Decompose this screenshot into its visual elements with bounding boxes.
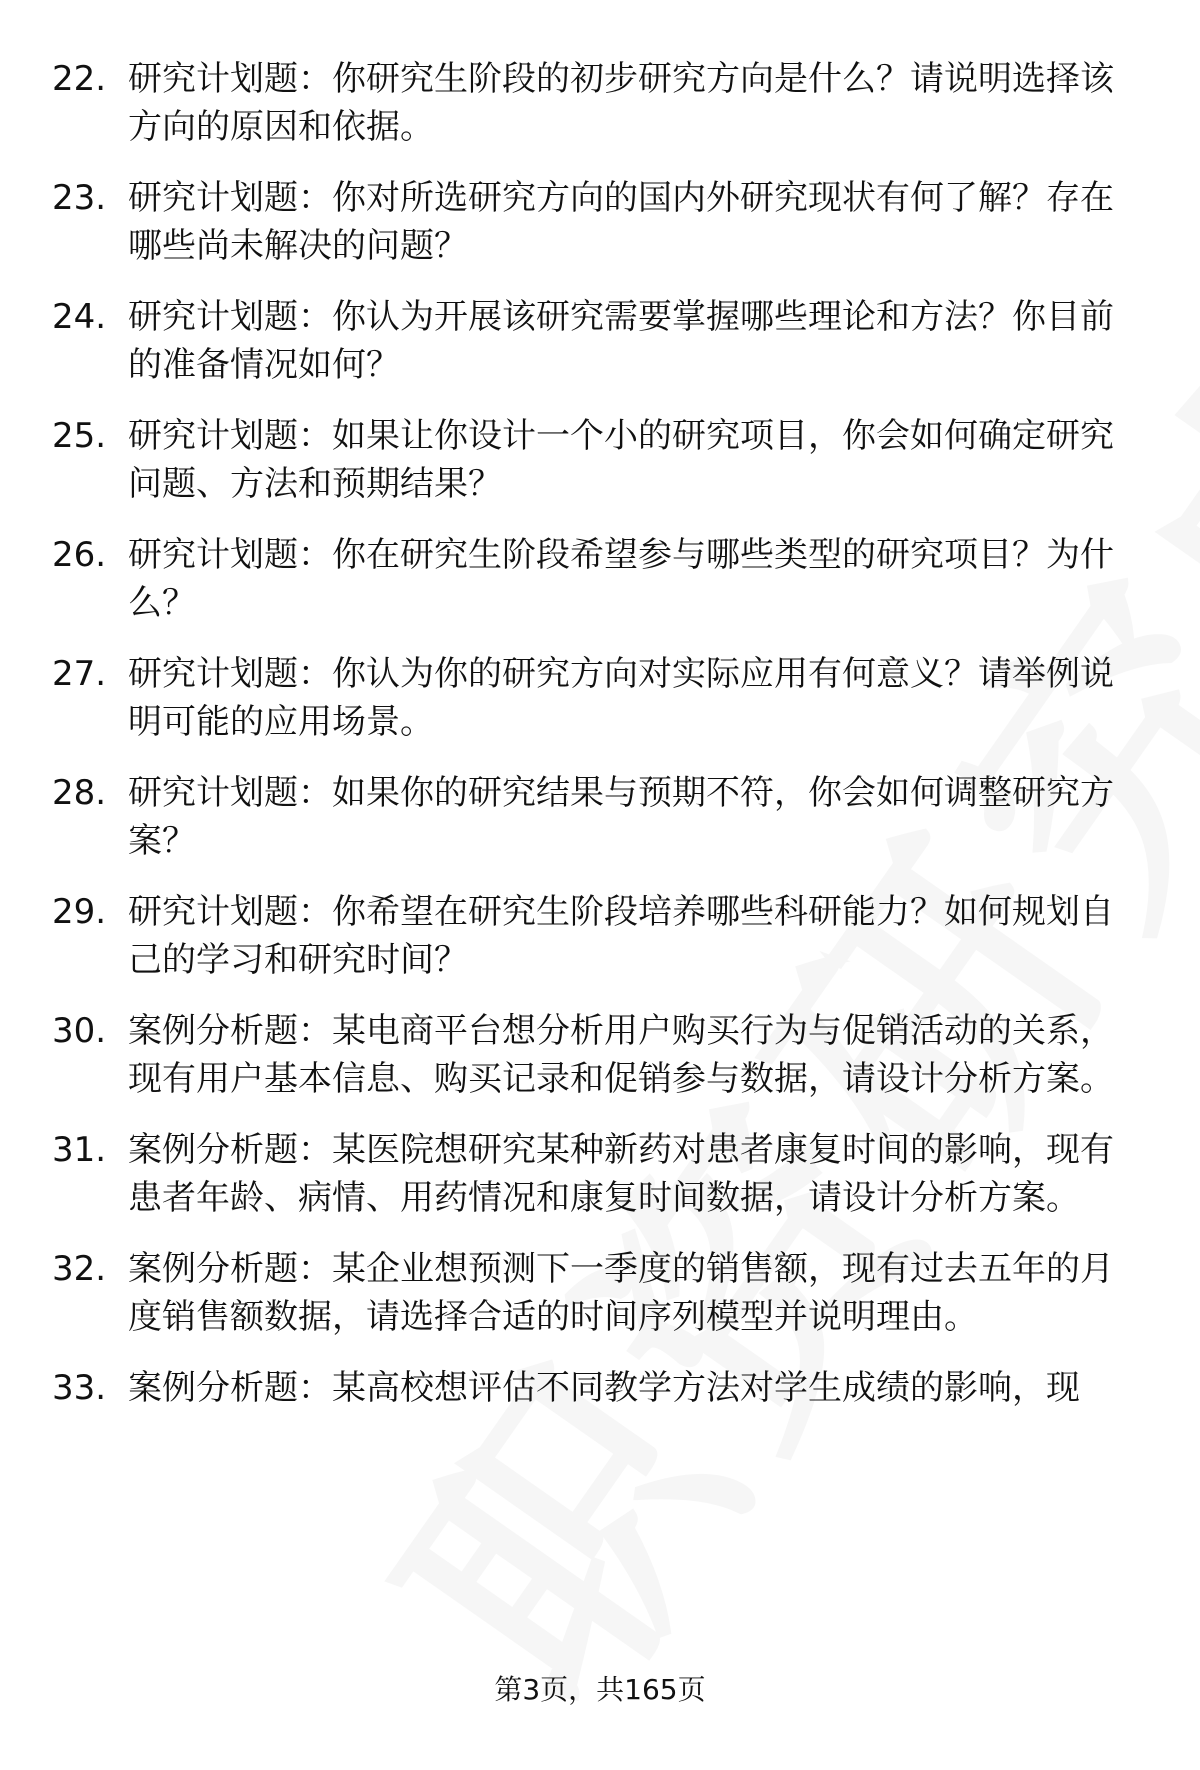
question-number: 22. [52,59,107,99]
question-item [0,531,1138,627]
question-item [0,174,1138,270]
question-text: 研究计划题：如果你的研究结果与预期不符，你会如何调整研究方案？ [128,773,1114,861]
question-list [0,55,1200,1435]
question-text: 研究计划题：如果让你设计一个小的研究项目，你会如何确定研究问题、方法和预期结果？ [128,416,1114,504]
question-number: 30. [52,1011,107,1051]
question-text: 案例分析题：某医院想研究某种新药对患者康复时间的影响，现有患者年龄、病情、用药情况和康复时间数据，请设计分析方案。 [128,1130,1114,1218]
question-text: 研究计划题：你在研究生阶段希望参与哪些类型的研究项目？为什么？ [128,535,1114,623]
question-text: 案例分析题：某电商平台想分析用户购买行为与促销活动的关系，现有用户基本信息、购买记录和促销参与数据，请设计分析方案。 [128,1011,1114,1099]
question-number: 32. [52,1249,107,1289]
question-text: 案例分析题：某企业想预测下一季度的销售额，现有过去五年的月度销售额数据，请选择合适的时间序列模型并说明理由。 [128,1249,1114,1337]
question-item [0,1126,1138,1222]
question-number: 29. [52,892,107,932]
question-text: 研究计划题：你希望在研究生阶段培养哪些科研能力？如何规划自己的学习和研究时间？ [128,892,1114,980]
question-number: 25. [52,416,107,456]
question-item [0,1007,1138,1103]
question-number: 31. [52,1130,107,1170]
question-item [0,412,1138,508]
question-item [0,55,1138,151]
question-text: 研究计划题：你对所选研究方向的国内外研究现状有何了解？存在哪些尚未解决的问题？ [128,178,1114,266]
question-number: 26. [52,535,107,575]
question-item [0,293,1138,389]
question-item [0,888,1138,984]
question-item [0,1364,1138,1412]
question-text: 研究计划题：你认为开展该研究需要掌握哪些理论和方法？你目前的准备情况如何？ [128,297,1114,385]
question-text: 研究计划题：你研究生阶段的初步研究方向是什么？请说明选择该方向的原因和依据。 [128,59,1114,147]
question-number: 27. [52,654,107,694]
page-footer [0,1670,1200,1710]
question-number: 24. [52,297,107,337]
question-text: 研究计划题：你认为你的研究方向对实际应用有何意义？请举例说明可能的应用场景。 [128,654,1114,742]
question-number: 28. [52,773,107,813]
question-number: 23. [52,178,107,218]
page-number: 第3页，共165页 [494,1673,706,1706]
question-number: 33. [52,1368,107,1408]
question-item [0,650,1138,746]
question-item [0,1245,1138,1341]
question-text: 案例分析题：某高校想评估不同教学方法对学生成绩的影响，现 [128,1368,1080,1408]
question-item [0,769,1138,865]
